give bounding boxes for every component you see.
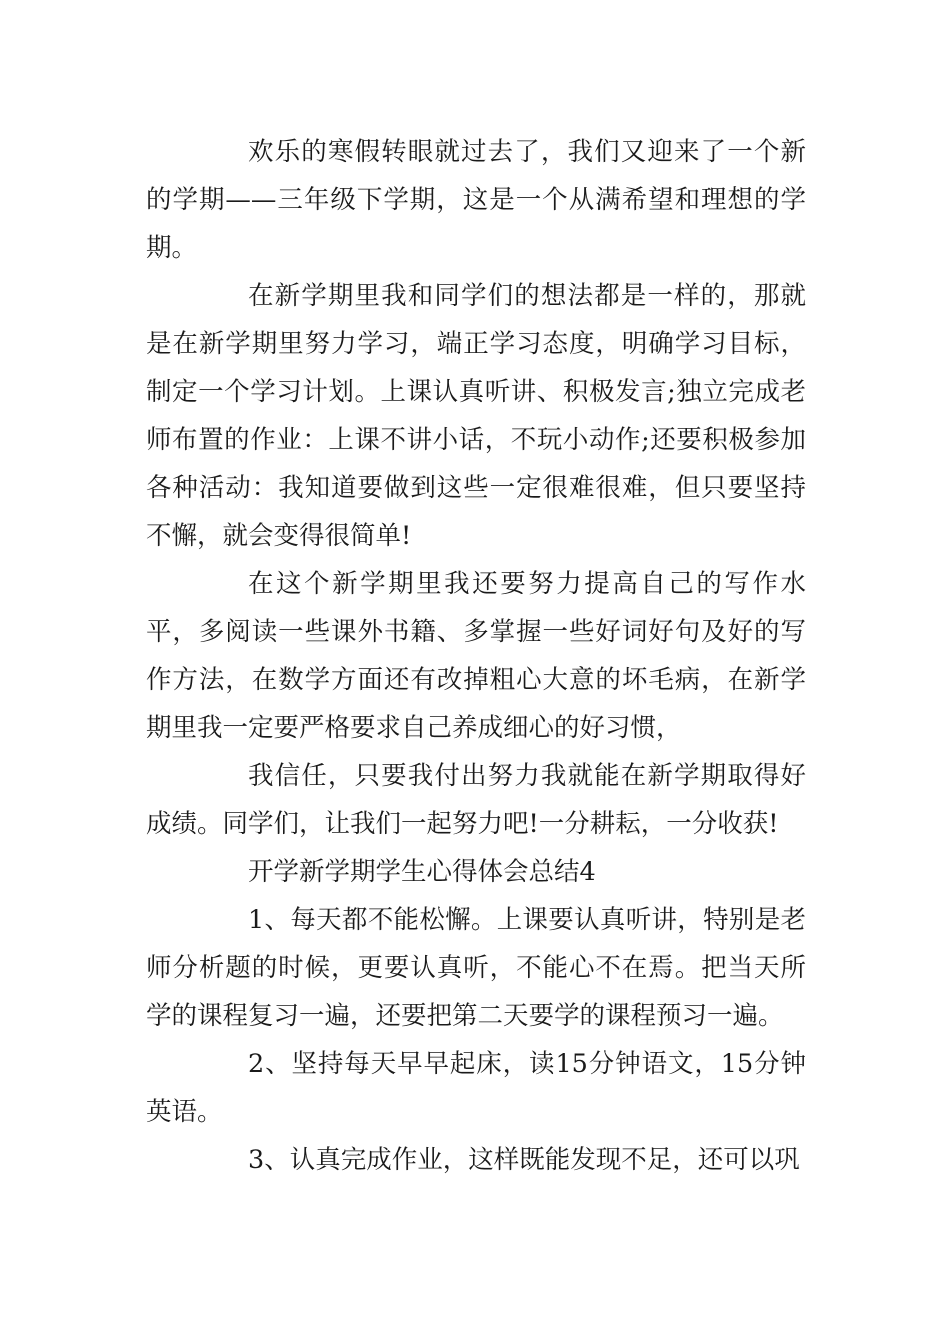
paragraph-1: 欢乐的寒假转眼就过去了，我们又迎来了一个新的学期——三年级下学期，这是一个从满希望和理想的学期。 [146,137,806,263]
paragraph-2: 在新学期里我和同学们的想法都是一样的，那就是在新学期里努力学习，端正学习态度，明确学习目标，制定一个学习计划。上课认真听讲、积极发言;独立完成老师布置的作业：上课不讲小话，不玩小动作;还要积极参加各种活动：我知道要做到这些一定很难很难，但只要坚持不懈，就会变得很简单! [146,281,806,551]
list-item-2: 2、坚持每天早早起床，读15分钟语文，15分钟英语。 [146,1049,806,1127]
paragraph-4: 我信任，只要我付出努力我就能在新学期取得好成绩。同学们，让我们一起努力吧!一分耕耘，一分收获! [146,761,806,839]
list-item-1: 1、每天都不能松懈。上课要认真听讲，特别是老师分析题的时候，更要认真听，不能心不在焉。把当天所学的课程复习一遍，还要把第二天要学的课程预习一遍。 [146,905,806,1031]
list-item-3: 3、认真完成作业，这样既能发现不足，还可以巩 [248,1145,800,1175]
document-body [146,128,806,1184]
paragraph-3: 在这个新学期里我还要努力提高自己的写作水平，多阅读一些课外书籍、多掌握一些好词好句及好的写作方法，在数学方面还有改掉粗心大意的坏毛病，在新学期里我一定要严格要求自己养成细心的好习惯， [146,569,806,743]
section-heading: 开学新学期学生心得体会总结4 [248,857,596,887]
